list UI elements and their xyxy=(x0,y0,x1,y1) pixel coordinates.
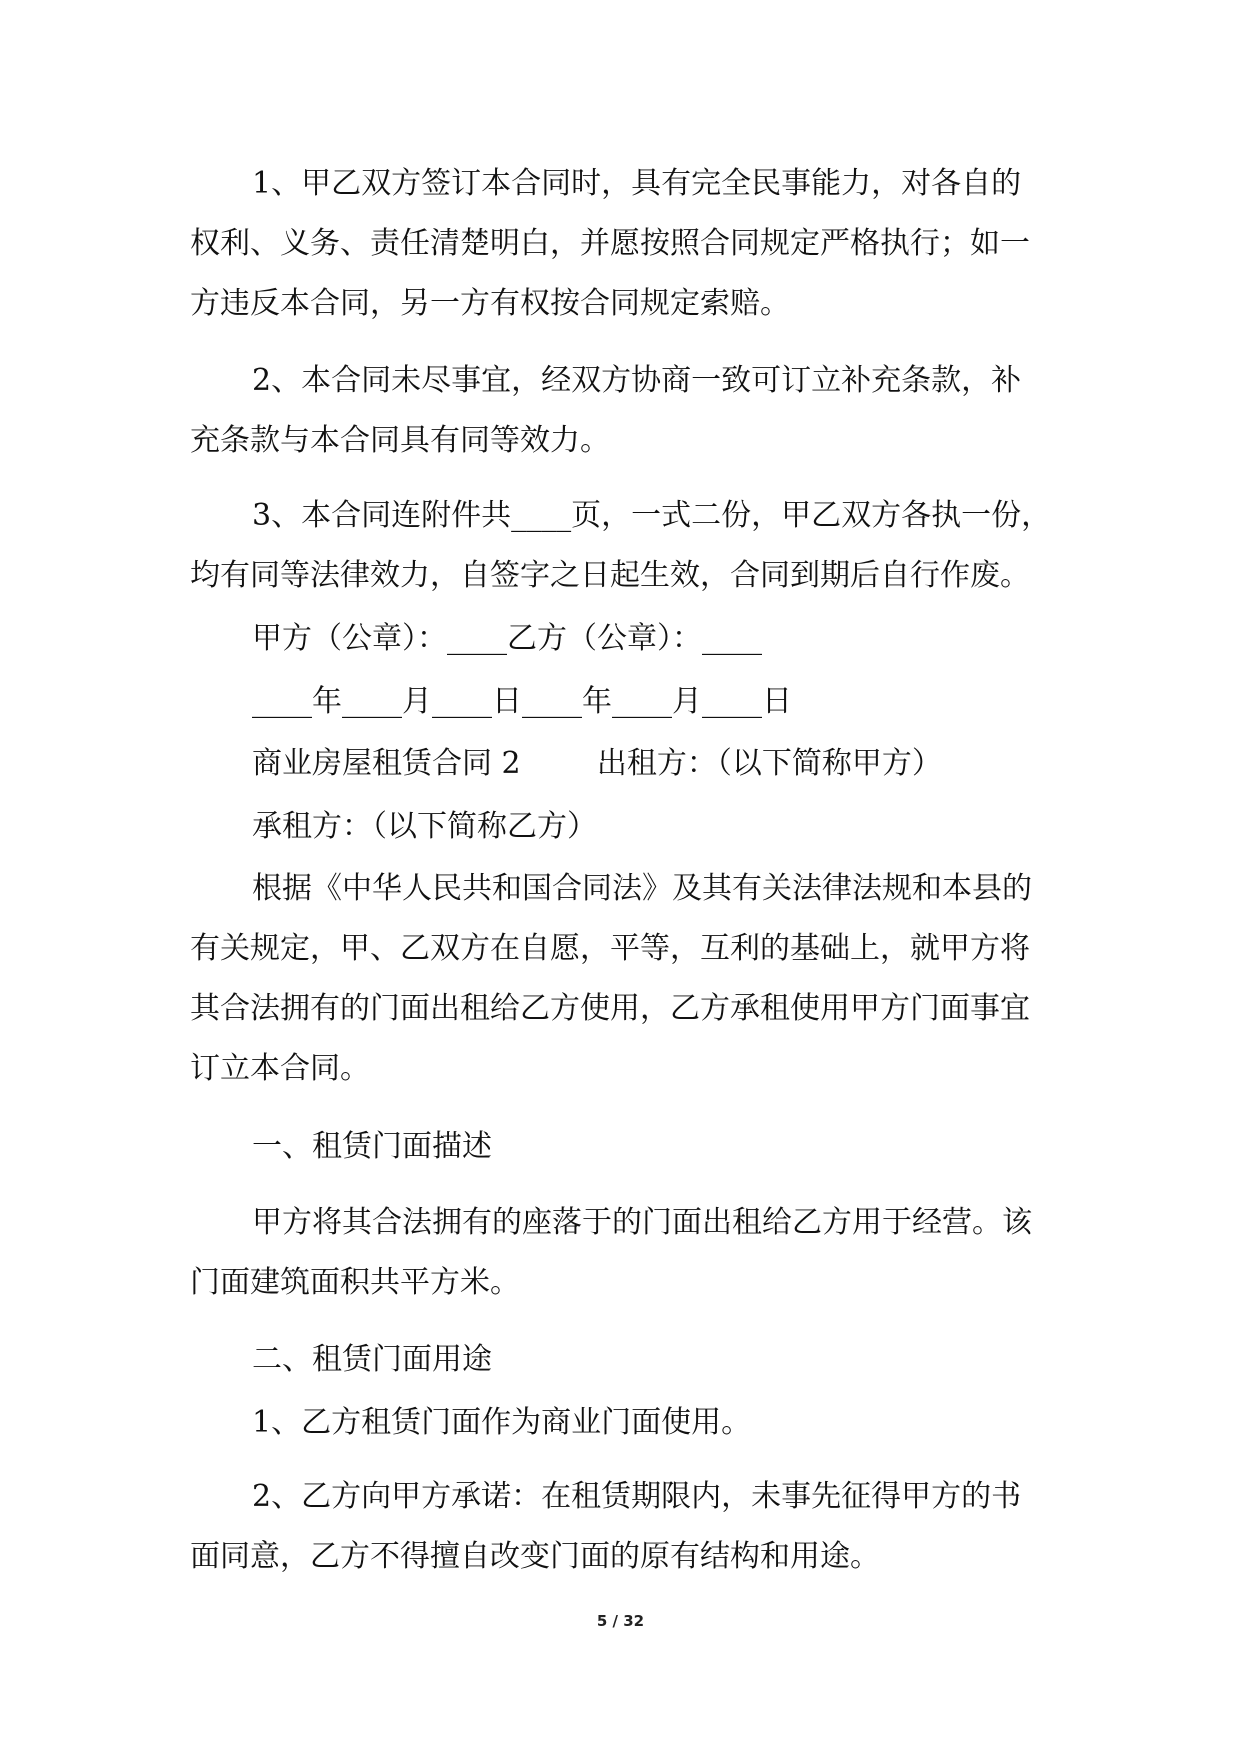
section-heading: 一、租赁门面描述 xyxy=(252,1129,492,1164)
paragraph-line: 权利、义务、责任清楚明白，并愿按照合同规定严格执行；如一 xyxy=(190,226,1030,261)
paragraph-line: 2、本合同未尽事宜，经双方协商一致可订立补充条款，补 xyxy=(252,363,1022,398)
date-line: ____年____月____日____年____月____日 xyxy=(252,684,792,719)
paragraph-line: 有关规定，甲、乙双方在自愿，平等，互利的基础上，就甲方将 xyxy=(190,931,1030,966)
paragraph-line: 3、本合同连附件共____页，一式二份，甲乙双方各执一份， xyxy=(252,498,1052,533)
paragraph-line: 均有同等法律效力，自签字之日起生效，合同到期后自行作废。 xyxy=(190,558,1030,593)
paragraph-line: 甲方将其合法拥有的座落于的门面出租给乙方用于经营。该 xyxy=(252,1205,1032,1240)
contract-heading-line: 商业房屋租赁合同 2 出租方：（以下简称甲方） xyxy=(252,746,942,781)
paragraph-line: 1、乙方租赁门面作为商业门面使用。 xyxy=(252,1405,752,1440)
paragraph-line: 2、乙方向甲方承诺：在租赁期限内，未事先征得甲方的书 xyxy=(252,1479,1022,1514)
section-heading: 二、租赁门面用途 xyxy=(252,1342,492,1377)
page-number: 5 / 32 xyxy=(596,1612,645,1630)
paragraph-line: 订立本合同。 xyxy=(190,1051,370,1086)
paragraph-line: 根据《中华人民共和国合同法》及其有关法律法规和本县的 xyxy=(252,871,1032,906)
signature-line: 甲方（公章）：____乙方（公章）：____ xyxy=(252,621,762,656)
paragraph-line: 1、甲乙双方签订本合同时，具有完全民事能力，对各自的 xyxy=(252,166,1022,201)
paragraph-line: 方违反本合同，另一方有权按合同规定索赔。 xyxy=(190,286,790,321)
paragraph-line: 其合法拥有的门面出租给乙方使用，乙方承租使用甲方门面事宜 xyxy=(190,991,1030,1026)
paragraph-line: 面同意，乙方不得擅自改变门面的原有结构和用途。 xyxy=(190,1539,880,1574)
paragraph-line: 承租方：（以下简称乙方） xyxy=(252,809,597,844)
paragraph-line: 门面建筑面积共平方米。 xyxy=(190,1265,520,1300)
paragraph-line: 充条款与本合同具有同等效力。 xyxy=(190,423,610,458)
